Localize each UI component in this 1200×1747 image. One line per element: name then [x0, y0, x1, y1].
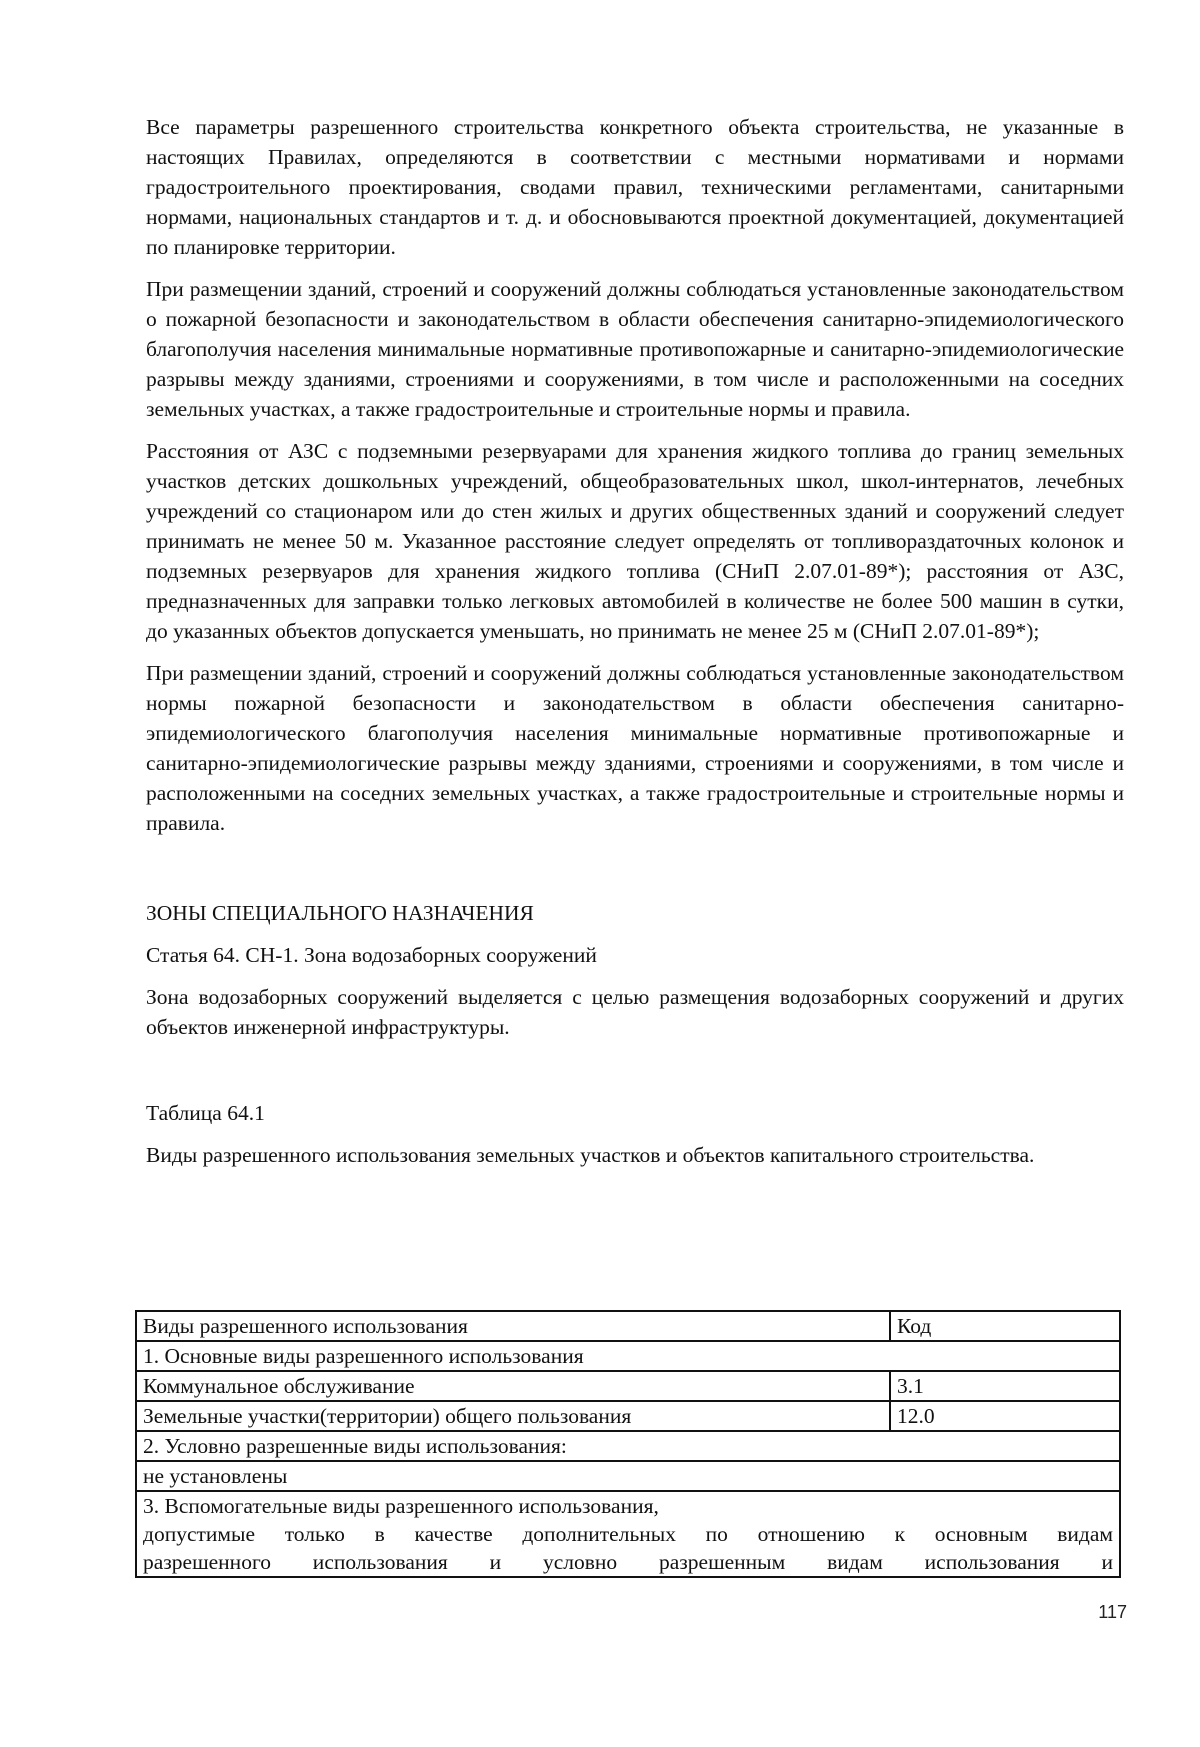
- table-section-row: [136, 1431, 1120, 1461]
- spacer: [146, 850, 1124, 898]
- table-section-main-uses: 1. Основные виды разрешенного использования: [136, 1341, 1120, 1371]
- table-cell-use: Коммунальное обслуживание: [136, 1371, 890, 1401]
- article-title: Статья 64. СН-1. Зона водозаборных сооружений: [146, 943, 597, 967]
- page-content: [146, 112, 1124, 1182]
- table-caption: Виды разрешенного использования земельных участков и объектов капитального строительства.: [146, 1143, 1035, 1167]
- spacer: [146, 1054, 1124, 1098]
- paragraph-building-parameters: Все параметры разрешенного строительства конкретного объекта строительства, не указанные в настоящих Правилах, определяются в соответствии с местными нормативами и нормами градостроительного проектирования, сводами правил, техническими регламентами, санитарными нормами, национальных стандартов и т. д. и обосновываются проектной документацией, документацией по планировке территории.: [146, 115, 1124, 259]
- table-cell-code: 3.1: [890, 1371, 1120, 1401]
- permitted-use-table: [135, 1310, 1121, 1578]
- article-description: Зона водозаборных сооружений выделяется с целью размещения водозаборных сооружений и других объектов инженерной инфраструктуры.: [146, 985, 1124, 1039]
- table-header-code: Код: [890, 1311, 1120, 1341]
- table-label: Таблица 64.1: [146, 1101, 265, 1125]
- auxiliary-uses-line-2: допустимые только в качестве дополнительных по отношению к основным видам: [143, 1522, 1113, 1546]
- table-cell-not-established: не установлены: [136, 1461, 1120, 1491]
- auxiliary-uses-line-3: разрешенного использования и условно разрешенным видам использования и: [143, 1550, 1113, 1574]
- table-row: [136, 1401, 1120, 1431]
- paragraph-fire-safety-distances: При размещении зданий, строений и сооружений должны соблюдаться установленные законодательством о пожарной безопасности и законодательством в области обеспечения санитарно-эпидемиологического благополучия населения минимальные нормативные противопожарные и санитарно-эпидемиологические разрывы между зданиями, строениями и сооружениями, в том числе и расположенными на соседних земельных участках, а также градостроительные и строительные нормы и правила.: [146, 277, 1124, 421]
- table-header-use: Виды разрешенного использования: [136, 1311, 890, 1341]
- section-heading: ЗОНЫ СПЕЦИАЛЬНОГО НАЗНАЧЕНИЯ: [146, 901, 534, 925]
- table-section-row: [136, 1491, 1120, 1577]
- auxiliary-uses-line-1: 3. Вспомогательные виды разрешенного использования,: [143, 1494, 659, 1518]
- table-section-auxiliary-uses: [136, 1491, 1120, 1577]
- table-section-conditional-uses: 2. Условно разрешенные виды использования:: [136, 1431, 1120, 1461]
- table-header-row: [136, 1311, 1120, 1341]
- page-number: 117: [1098, 1602, 1127, 1622]
- table-cell-code: 12.0: [890, 1401, 1120, 1431]
- table-section-row: [136, 1341, 1120, 1371]
- paragraph-sanitary-distances: При размещении зданий, строений и сооружений должны соблюдаться установленные законодательством нормы пожарной безопасности и законодательством в области обеспечения санитарно-эпидемиологического благополучия населения минимальные нормативные противопожарные и санитарно-эпидемиологические разрывы между зданиями, строениями и сооружениями, в том числе и расположенными на соседних земельных участках, а также градостроительные и строительные нормы и правила.: [146, 661, 1124, 835]
- table-cell-use: Земельные участки(территории) общего пользования: [136, 1401, 890, 1431]
- table-row: [136, 1461, 1120, 1491]
- paragraph-gas-station-distances: Расстояния от АЗС с подземными резервуарами для хранения жидкого топлива до границ земельных участков детских дошкольных учреждений, общеобразовательных школ, школ-интернатов, лечебных учреждений со стационаром или до стен жилых и других общественных зданий и сооружений следует принимать не менее 50 м. Указанное расстояние следует определять от топливораздаточных колонок и подземных резервуаров для хранения жидкого топлива (СНиП 2.07.01-89*); расстояния от АЗС, предназначенных для заправки только легковых автомобилей в количестве не более 500 машин в сутки, до указанных объектов допускается уменьшать, но принимать не менее 25 м (СНиП 2.07.01-89*);: [146, 439, 1124, 643]
- table-row: [136, 1371, 1120, 1401]
